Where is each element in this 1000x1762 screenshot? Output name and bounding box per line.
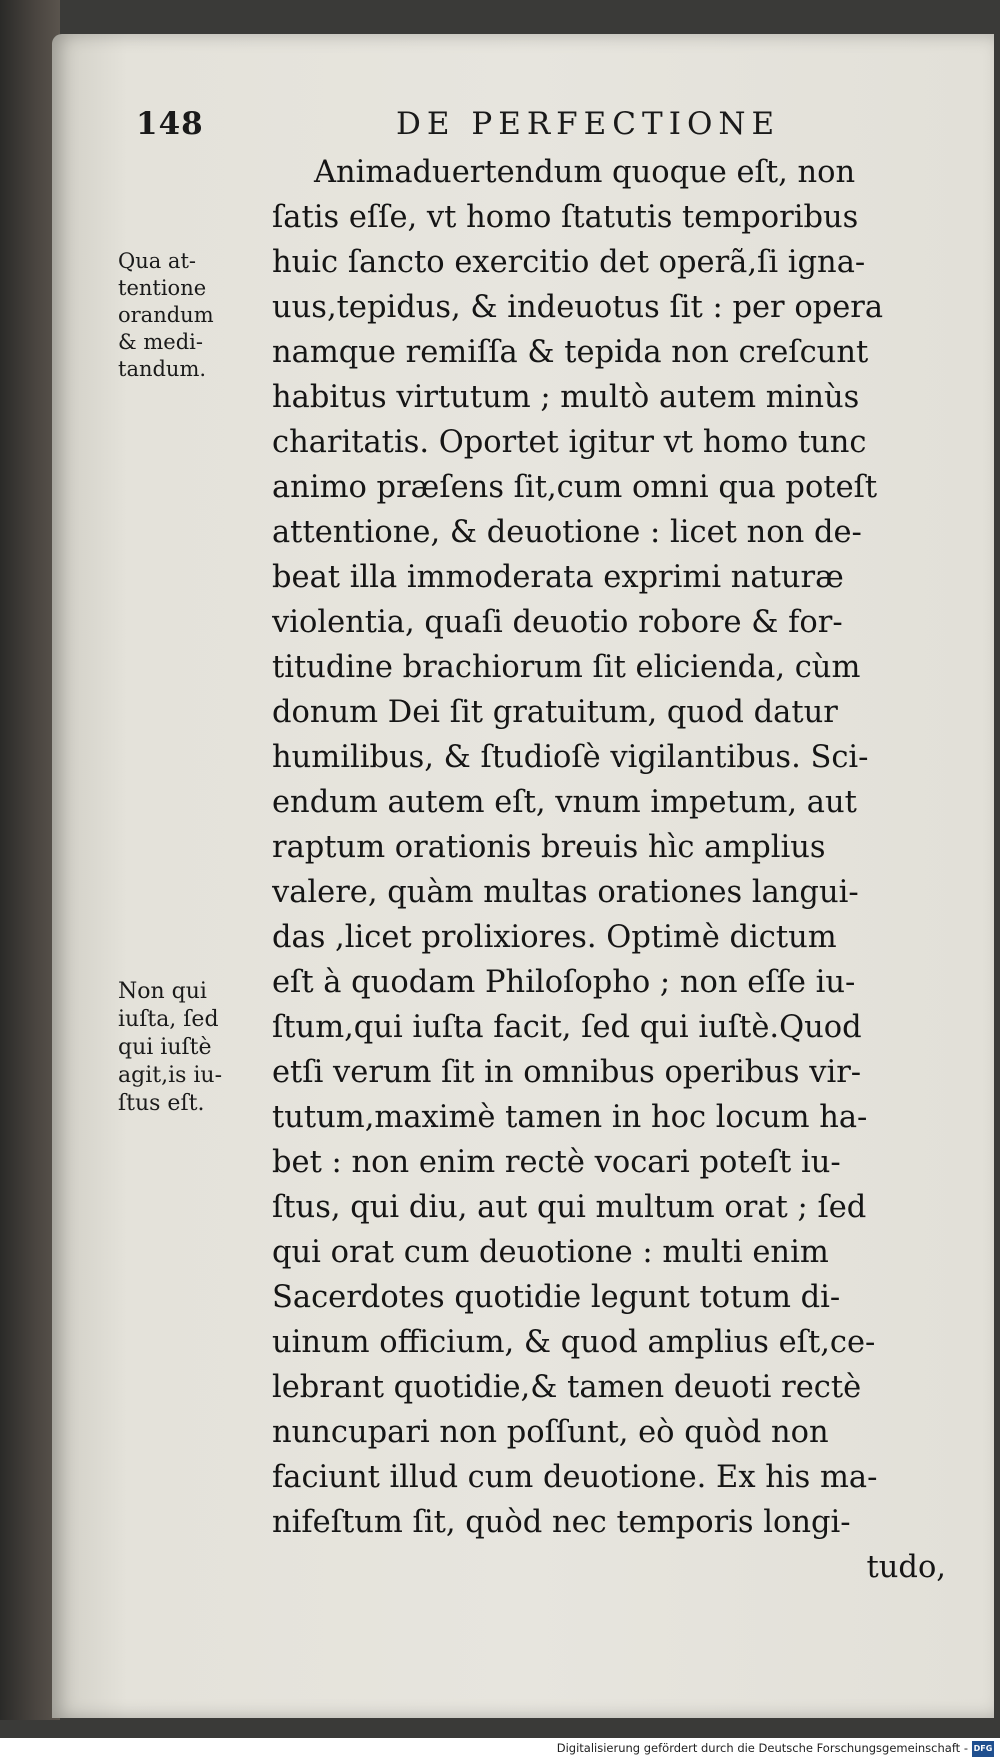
text-line: faciunt illud cum deuotione. Ex his ma- xyxy=(272,1460,878,1495)
margin-note-line: & medi- xyxy=(118,330,203,354)
text-line: namque remiſſa & tepida non creſcunt xyxy=(272,335,869,370)
text-line: bet : non enim rectè vocari poteſt iu- xyxy=(272,1145,841,1180)
text-line: lebrant quotidie,& tamen deuoti rectè xyxy=(272,1370,862,1405)
text-line: animo præſens ſit,cum omni qua poteſt xyxy=(272,470,878,505)
text-line: donum Dei ſit gratuitum, quod datur xyxy=(272,695,838,730)
text-line: Sacerdotes quotidie legunt totum di- xyxy=(272,1280,841,1315)
text-line: etſi verum ſit in omnibus operibus vir- xyxy=(272,1055,862,1090)
catchword: tudo, xyxy=(866,1550,946,1585)
page-number: 148 xyxy=(136,106,204,142)
text-line: beat illa immoderata exprimi naturæ xyxy=(272,560,844,595)
text-line: titudine brachiorum ſit elicienda, cùm xyxy=(272,650,861,685)
running-head: DE PERFECTIONE xyxy=(396,106,781,142)
body-text xyxy=(272,150,952,1590)
text-line: huic ſancto exercitio det operã,ſi igna- xyxy=(272,245,866,280)
text-line: raptum orationis breuis hìc amplius xyxy=(272,830,826,865)
text-line: qui orat cum deuotione : multi enim xyxy=(272,1235,829,1270)
text-line: humilibus, & ſtudioſè vigilantibus. Sci- xyxy=(272,740,869,775)
text-line: uinum officium, & quod amplius eſt,ce- xyxy=(272,1325,876,1360)
funding-credit: Digitalisierung gefördert durch die Deutsche Forschungsgemeinschaft - xyxy=(556,1741,968,1755)
text-line: nifeſtum ſit, quòd nec temporis longi- xyxy=(272,1505,851,1540)
margin-note-line: Qua at- xyxy=(118,249,196,273)
text-line: valere, quàm multas orationes langui- xyxy=(272,875,859,910)
margin-note-line: qui iuſtè xyxy=(118,1035,212,1060)
book-binding xyxy=(0,0,60,1720)
text-line: habitus virtutum ; multò autem minùs xyxy=(272,380,860,415)
text-line: Animaduertendum quoque eſt, non xyxy=(314,155,856,190)
text-line: attentione, & deuotione : licet non de- xyxy=(272,515,862,550)
margin-note-line: tandum. xyxy=(118,357,207,381)
margin-note-line: tentione xyxy=(118,276,207,300)
margin-note-attention xyxy=(118,248,278,383)
text-line: violentia, quaſi deuotio robore & for- xyxy=(272,605,843,640)
text-line: eſt à quodam Philoſopho ; non eſſe iu- xyxy=(272,965,856,1000)
digitization-footer xyxy=(0,1738,1000,1762)
margin-note-line: orandum xyxy=(118,303,214,327)
dfg-logo: DFG xyxy=(972,1741,994,1757)
text-line: endum autem eſt, vnum impetum, aut xyxy=(272,785,857,820)
margin-note-line: Non qui xyxy=(118,979,207,1004)
text-line: ſtus, qui diu, aut qui multum orat ; ſed xyxy=(272,1190,867,1225)
text-line: tutum,maximè tamen in hoc locum ha- xyxy=(272,1100,868,1135)
margin-note-just xyxy=(118,978,278,1118)
text-line: nuncupari non poſſunt, eò quòd non xyxy=(272,1415,829,1450)
page-header xyxy=(136,106,956,150)
text-line: charitatis. Oportet igitur vt homo tunc xyxy=(272,425,867,460)
text-line: uus,tepidus, & indeuotus ſit : per opera xyxy=(272,290,884,325)
text-line: das ,licet prolixiores. Optimè dictum xyxy=(272,920,837,955)
margin-note-line: ſtus eſt. xyxy=(118,1091,205,1116)
margin-note-line: agit,is iu- xyxy=(118,1063,223,1088)
text-line: ſtum,qui iuſta facit, ſed qui iuſtè.Quod xyxy=(272,1010,862,1045)
margin-note-line: iuſta, ſed xyxy=(118,1007,219,1032)
text-line: ſatis eſſe, vt homo ſtatutis temporibus xyxy=(272,200,859,235)
